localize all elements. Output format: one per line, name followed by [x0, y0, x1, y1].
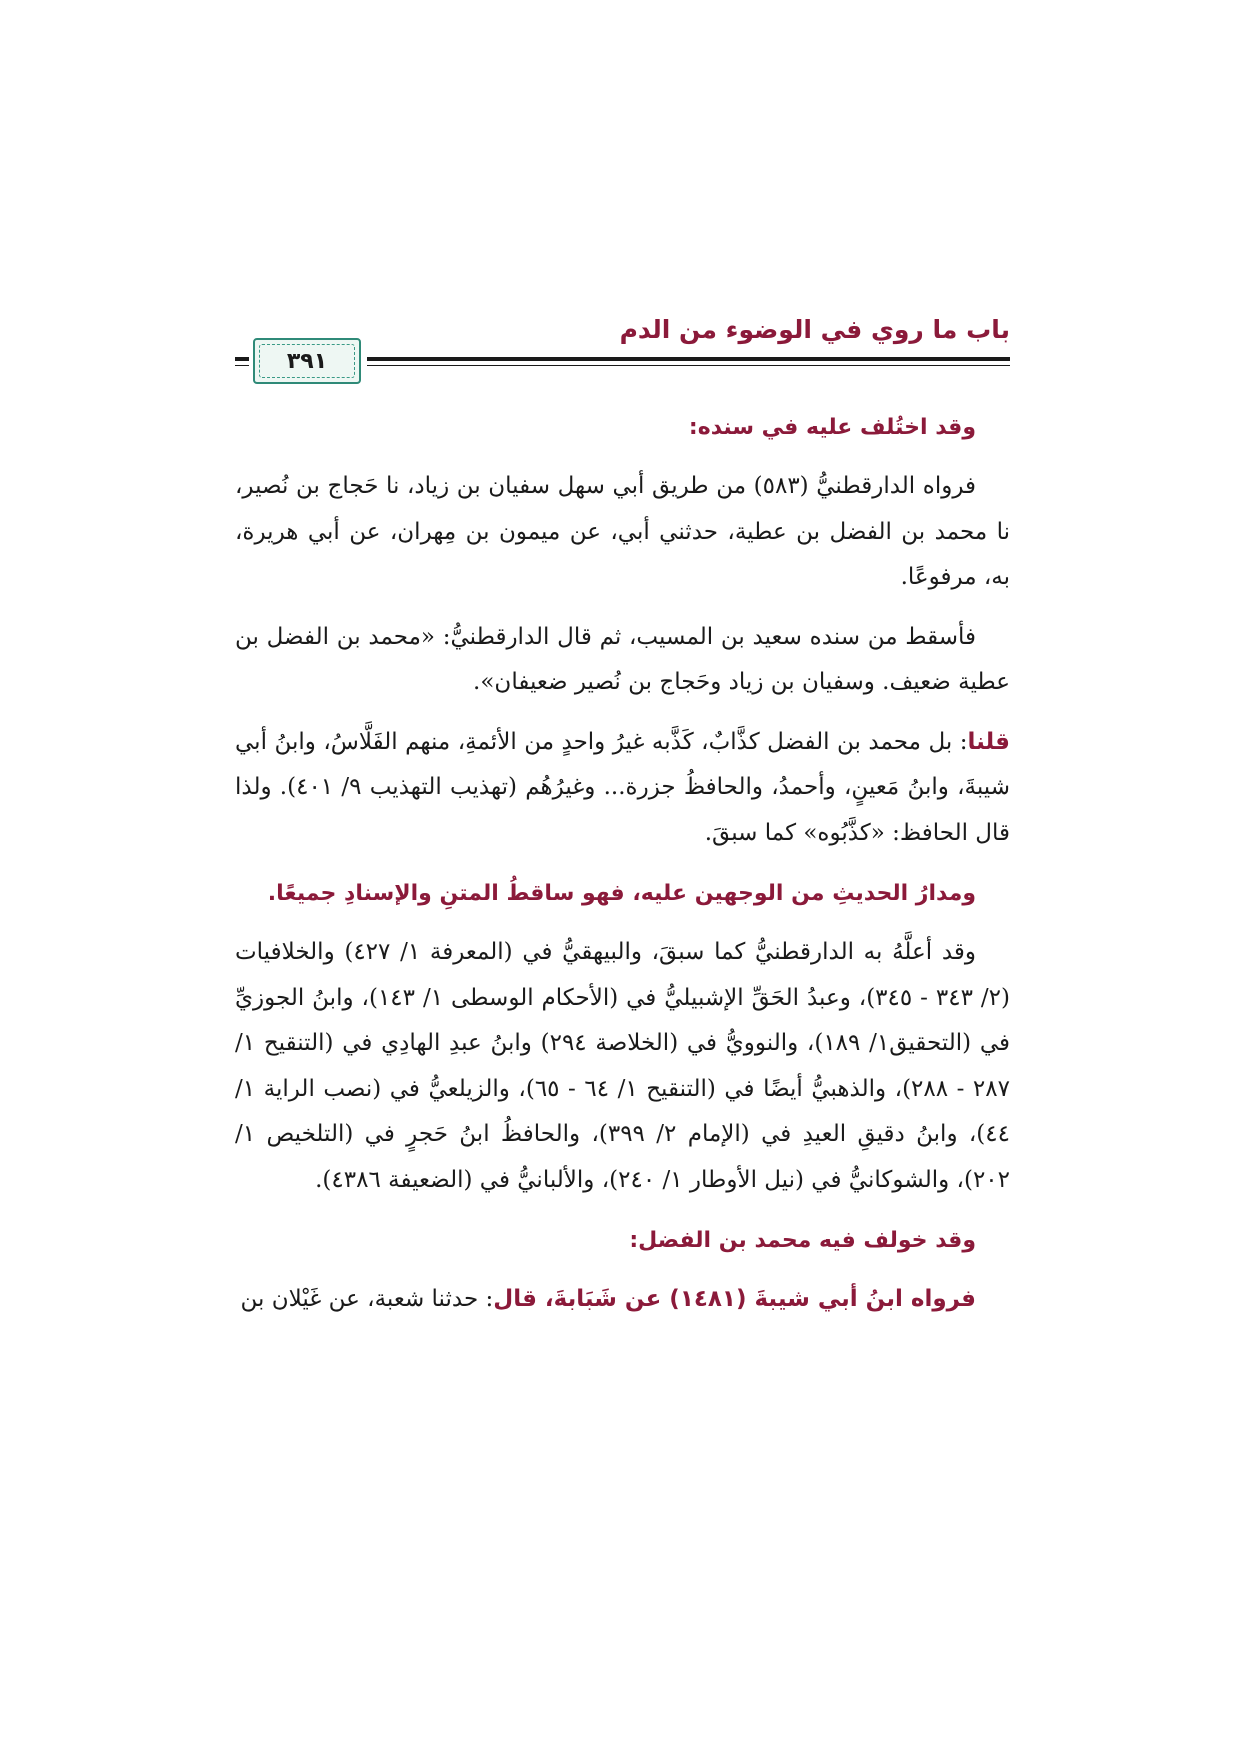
page-body	[235, 408, 1010, 1337]
page-number: ٣٩١	[286, 348, 328, 374]
paragraph-lead: فرواه ابنُ أبي شيبةَ (١٤٨١) عن شَبَابةَ، قال	[493, 1286, 976, 1312]
page-number-badge	[253, 338, 361, 384]
paragraph-lead: قلنا	[967, 728, 1010, 755]
body-paragraph	[235, 720, 1010, 857]
body-paragraph	[235, 1277, 1010, 1323]
header-rule-thick	[367, 357, 1010, 361]
body-paragraph: فأسقط من سنده سعيد بن المسيب، ثم قال الدارقطنيُّ: «محمد بن الفضل بن عطية ضعيف. وسفيان بن زياد وحَجاج بن نُصير ضعيفان».	[235, 623, 1010, 695]
paragraph-text: : حدثنا شعبة، عن غَيْلان بن	[240, 1286, 494, 1312]
header-rule-thin	[367, 365, 1010, 366]
body-paragraph: وقد أعلَّهُ به الدارقطنيُّ كما سبقَ، والبيهقيُّ في (المعرفة ١/ ٤٢٧) والخلافيات (٢/ ٣٤٣ - ٣٤٥)، وعبدُ الحَقِّ الإشبيليُّ في (الأحكام الوسطى ١/ ١٤٣)، وابنُ الجوزيِّ في (التحقيق١/ ١٨٩)، والنوويُّ في (الخلاصة ٢٩٤) وابنُ عبدِ الهادِي في (التنقيح ١/ ٢٨٧ - ٢٨٨)، والذهبيُّ أيضًا في (التنقيح ١/ ٦٤ - ٦٥)، والزيلعيُّ في (نصب الراية ١/ ٤٤)، وابنُ دقيقِ العيدِ في (الإمام ٢/ ٣٩٩)، والحافظُ ابنُ حَجرٍ في (التلخيص ١/ ٢٠٢)، والشوكانيُّ في (نيل الأوطار ١/ ٢٤٠)، والألبانيُّ في (الضعيفة ٤٣٨٦).	[235, 939, 1010, 1193]
header-rule-left-thick	[235, 357, 249, 361]
section-heading: ومدارُ الحديثِ من الوجهين عليه، فهو ساقطُ المتنِ والإسنادِ جميعًا.	[267, 881, 976, 906]
section-heading: وقد اختُلف عليه في سنده:	[688, 415, 976, 440]
paragraph-text: : بل محمد بن الفضل كذَّابٌ، كَذَّبه غيرُ واحدٍ من الأئمةِ، منهم الفَلَّاسُ، وابنُ أبي شيبةَ، وابنُ مَعينٍ، وأحمدُ، والحافظُ جزرة... وغيرُهُم (تهذيب التهذيب ٩/ ٤٠١). ولذا قال الحافظ: «كذَّبُوه» كما سبقَ.	[235, 728, 1011, 846]
section-heading: وقد خولف فيه محمد بن الفضل:	[629, 1228, 976, 1253]
header-rule-left-thin	[235, 365, 249, 366]
page-header	[235, 305, 1010, 375]
body-paragraph: فرواه الدارقطنيُّ (٥٨٣) من طريق أبي سهل سفيان بن زياد، نا حَجاج بن نُصير، نا محمد بن الفضل بن عطية، حدثني أبي، عن ميمون بن مِهران، عن أبي هريرة، به، مرفوعًا.	[235, 473, 1010, 590]
running-title: باب ما روي في الوضوء من الدم	[619, 315, 1010, 344]
